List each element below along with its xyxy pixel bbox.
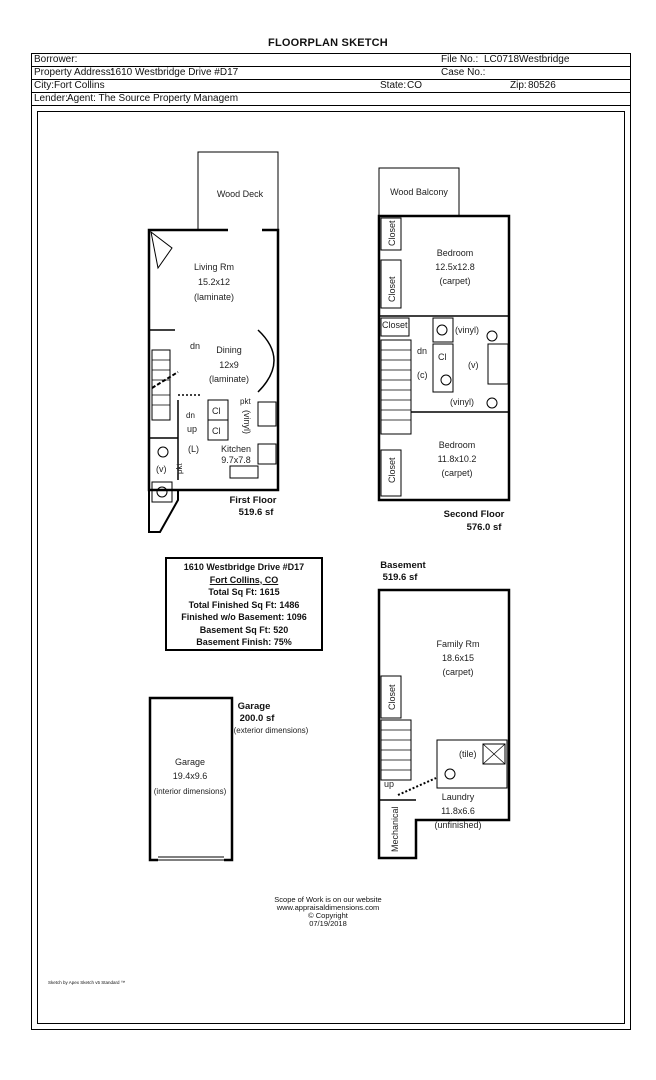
living-rm-dim: 15.2x12 [197,277,231,287]
laundry-dim: 11.8x6.6 [441,806,475,816]
footer-copyright: © Copyright [308,911,348,920]
closet3-label: Closet [382,320,408,330]
kitchen-floor: (vinyl) [242,410,252,434]
zip-value: 80526 [528,80,556,91]
dining-floor: (laminate) [208,374,250,384]
state-label: State: [380,80,407,91]
garage-area-note: (exterior dimensions) [233,726,309,735]
property-address-value: 1610 Westbridge Drive #D17 [110,67,239,78]
dining-label: Dining [216,345,242,355]
first-up-label: up [187,424,198,434]
second-vinyl1-label: (vinyl) [455,325,479,335]
first-dn-label: dn [190,341,201,351]
wood-balcony-label: Wood Balcony [390,187,448,197]
mechanical-label: Mechanical [390,806,400,852]
second-floor-area: 576.0 sf [466,522,502,533]
bedroom1-label: Bedroom [436,248,474,258]
first-floor-area: 519.6 sf [238,507,274,518]
summary-address: 1610 Westbridge Drive #D17 [183,562,305,572]
summary-total-finished: Total Finished Sq Ft: 1486 [188,599,300,610]
garage-title: Garage [237,701,271,712]
summary-finished-wo-basement: Finished w/o Basement: 1096 [181,612,307,622]
file-no-value: LC0718Westbridge [484,54,570,65]
summary-box [165,557,323,651]
basement-tile-label: (tile) [459,749,477,759]
file-no-label: File No.: [441,54,479,65]
first-dn2-label: dn [186,411,195,420]
first-l-label: (L) [188,444,199,454]
entry-pkt-label: pkt [175,463,184,474]
second-floor-plan [379,168,509,500]
closet4-label: Closet [387,457,397,483]
basement-up-label: up [384,779,395,789]
zip-label: Zip: [510,80,527,91]
city-value: Fort Collins [54,80,105,91]
page-title: FLOORPLAN SKETCH [268,37,388,49]
second-cl-label: Cl [438,352,447,362]
city-label: City: [34,80,54,91]
dining-dim: 12x9 [219,360,239,370]
summary-basement-sq-ft: Basement Sq Ft: 520 [199,624,289,635]
summary-city: Fort Collins, CO [209,574,279,585]
living-rm-label: Living Rm [193,262,235,272]
footer-date: 07/19/2018 [309,919,347,928]
wood-deck-label: Wood Deck [216,189,264,199]
garage-area: 200.0 sf [239,713,275,724]
case-no-label: Case No.: [441,67,486,78]
garage-dim: 19.4x9.6 [172,771,208,781]
first-floor-plan [149,152,278,532]
first-cl2-label: Cl [212,426,221,436]
laundry-label: Laundry [441,792,475,802]
dining-arc [258,330,274,392]
footer-line-1: Scope of Work is on our website [274,895,382,904]
basement-label: Basement [380,560,426,571]
family-rm-label: Family Rm [436,639,480,649]
footer-website-link[interactable]: www.appraisaldimensions.com [276,903,380,912]
sketch-credit: Sketch by Apex Sketch v5 Standard ™ [48,980,126,985]
bedroom1-floor: (carpet) [439,276,471,286]
kitchen-pkt-label: pkt [240,397,251,406]
summary-total-sq-ft: Total Sq Ft: 1615 [208,587,280,597]
bedroom1-dim: 12.5x12.8 [435,262,475,272]
state-value: CO [407,80,422,91]
family-rm-floor: (carpet) [442,667,474,677]
bedroom2-dim: 11.8x10.2 [437,454,477,464]
first-v-label: (v) [156,464,167,474]
borrower-label: Borrower: [34,54,78,65]
first-cl1-label: Cl [212,406,221,416]
closet1-label: Closet [387,220,397,246]
second-c-label: (c) [417,370,428,380]
garage-dim-note: (interior dimensions) [153,787,227,796]
bedroom2-label: Bedroom [438,440,476,450]
basement-area: 519.6 sf [382,572,418,583]
second-dn-label: dn [417,346,428,356]
lender-label: Lender: [34,93,68,104]
garage-name: Garage [174,757,206,767]
second-vinyl2-label: (vinyl) [450,397,474,407]
family-rm-dim: 18.6x15 [441,653,475,663]
kitchen-label: Kitchen [220,444,252,454]
first-floor-label: First Floor [229,495,277,506]
living-rm-floor: (laminate) [193,292,235,302]
closet2-label: Closet [387,276,397,302]
second-v-label: (v) [468,360,479,370]
kitchen-dim: 9.7x7.8 [221,455,251,465]
bedroom2-floor: (carpet) [441,468,473,478]
basement-closet-label: Closet [387,684,397,710]
second-floor-label: Second Floor [443,509,505,520]
summary-basement-finish: Basement Finish: 75% [196,637,292,647]
property-address-label: Property Address: [34,67,114,78]
lender-value: Agent: The Source Property Managem [67,93,239,104]
laundry-floor: (unfinished) [434,820,482,830]
